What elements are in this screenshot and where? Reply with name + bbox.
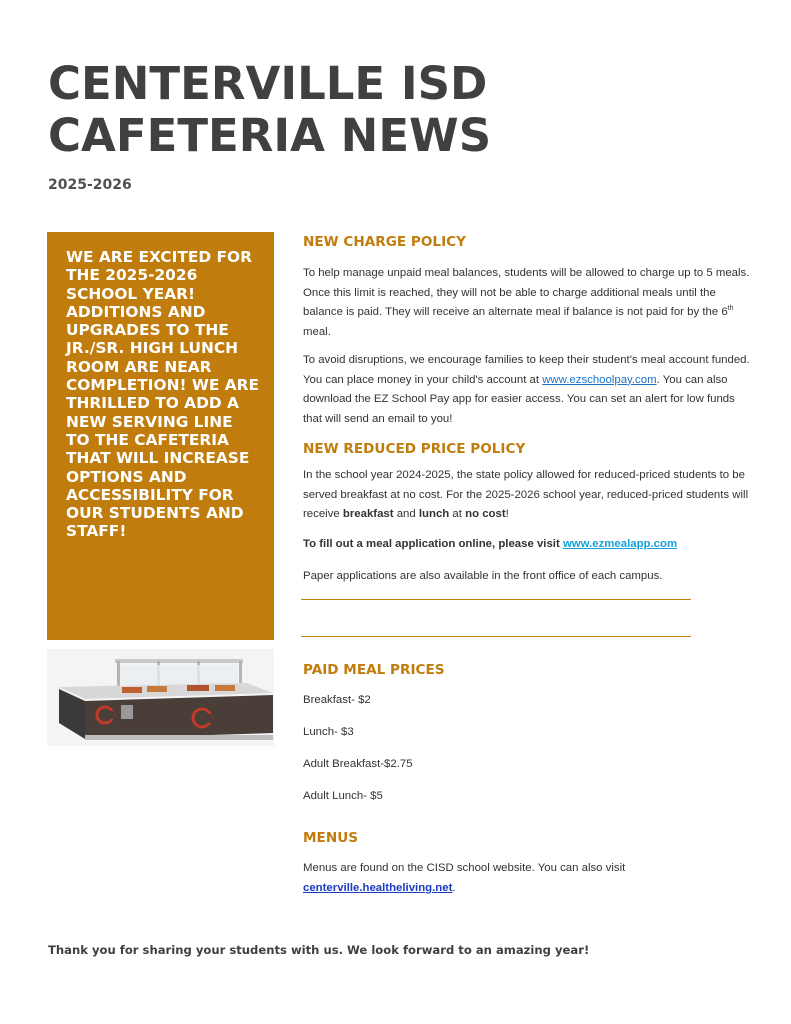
reduced-policy-text: In the school year 2024-2025, the state policy allowed for reduced-priced students to be served breakfast at no cost. For the 2025-2026 school year, reduced-priced students will receive — [303, 469, 749, 521]
bold-lunch: lunch — [418, 508, 450, 521]
funding-text: To avoid disruptions, we encourage families to keep their student's meal account funded. You can place money in your child's account at — [303, 354, 750, 386]
charge-policy-heading: NEW CHARGE POLICY — [303, 234, 466, 250]
price-adult-lunch: Adult Lunch- $5 — [303, 790, 383, 802]
exclamation: ! — [505, 508, 509, 521]
reduced-policy-paragraph — [303, 466, 753, 525]
serving-line-photo — [47, 649, 274, 746]
reduced-policy-heading: NEW REDUCED PRICE POLICY — [303, 441, 526, 457]
footer-thanks: Thank you for sharing your students with us. We look forward to an amazing year! — [48, 943, 590, 957]
price-adult-breakfast: Adult Breakfast-$2.75 — [303, 758, 413, 770]
period: . — [452, 882, 456, 894]
title-line-2: CAFETERIA NEWS — [48, 109, 492, 162]
bold-breakfast: breakfast — [342, 508, 394, 521]
bold-no-cost: no cost — [465, 508, 506, 521]
price-lunch: Lunch- $3 — [303, 726, 354, 738]
school-year: 2025-2026 — [48, 177, 132, 193]
page-title — [48, 58, 748, 162]
menus-heading: MENUS — [303, 830, 359, 846]
meal-prices-heading: PAID MEAL PRICES — [303, 662, 445, 678]
announcement-text: WE ARE EXCITED FOR THE 2025-2026 SCHOOL YEAR! ADDITIONS AND UPGRADES TO THE JR./SR. HIGH LUNCH ROOM ARE NEAR COMPLETION! WE ARE THRILLED TO ADD A NEW SERVING LINE TO THE CAFETERIA THAT WILL INCREASE OPTIONS AND ACCESSIBILITY FOR OUR STUDENTS AND STAFF! — [66, 248, 259, 541]
menus-link-line — [303, 879, 753, 899]
price-breakfast: Breakfast- $2 — [303, 694, 371, 706]
funding-text-end: . You can also download the EZ School Pay app for easier access. You can set an alert for low funds that will send an email to you! — [303, 373, 735, 425]
meal-application-line — [303, 535, 753, 555]
superscript-th: th — [727, 305, 734, 313]
divider-2 — [301, 636, 691, 637]
ezschoolpay-link[interactable]: www.ezschoolpay.com — [542, 373, 657, 386]
charge-policy-text: To help manage unpaid meal balances, students will be allowed to charge up to 5 meals. Once this limit is reached, they will not be able to charge additional meals until the balance is paid. They will receive an alternate meal if balance is not paid for by the 6 — [303, 267, 750, 319]
charge-policy-paragraph-2 — [303, 351, 753, 429]
charge-policy-paragraph-1 — [303, 264, 753, 342]
title-line-1: CENTERVILLE ISD — [48, 57, 488, 110]
meal-application-text: To fill out a meal application online, please visit — [303, 538, 563, 550]
charge-policy-text-end: meal. — [303, 325, 331, 338]
photo-logo-letter: C — [233, 729, 234, 730]
divider-1 — [301, 599, 691, 600]
and-text: and — [393, 508, 419, 521]
ezmealapp-link[interactable]: www.ezmealapp.com — [562, 538, 678, 550]
healtheliving-link[interactable]: centerville.healtheliving.net — [303, 882, 453, 894]
at-text: at — [449, 508, 466, 521]
menus-text: Menus are found on the CISD school website. You can also visit — [303, 862, 626, 874]
announcement-sidebar — [47, 232, 274, 640]
serving-line-illustration — [47, 649, 274, 746]
paper-applications-text: Paper applications are also available in the front office of each campus. — [303, 570, 663, 582]
